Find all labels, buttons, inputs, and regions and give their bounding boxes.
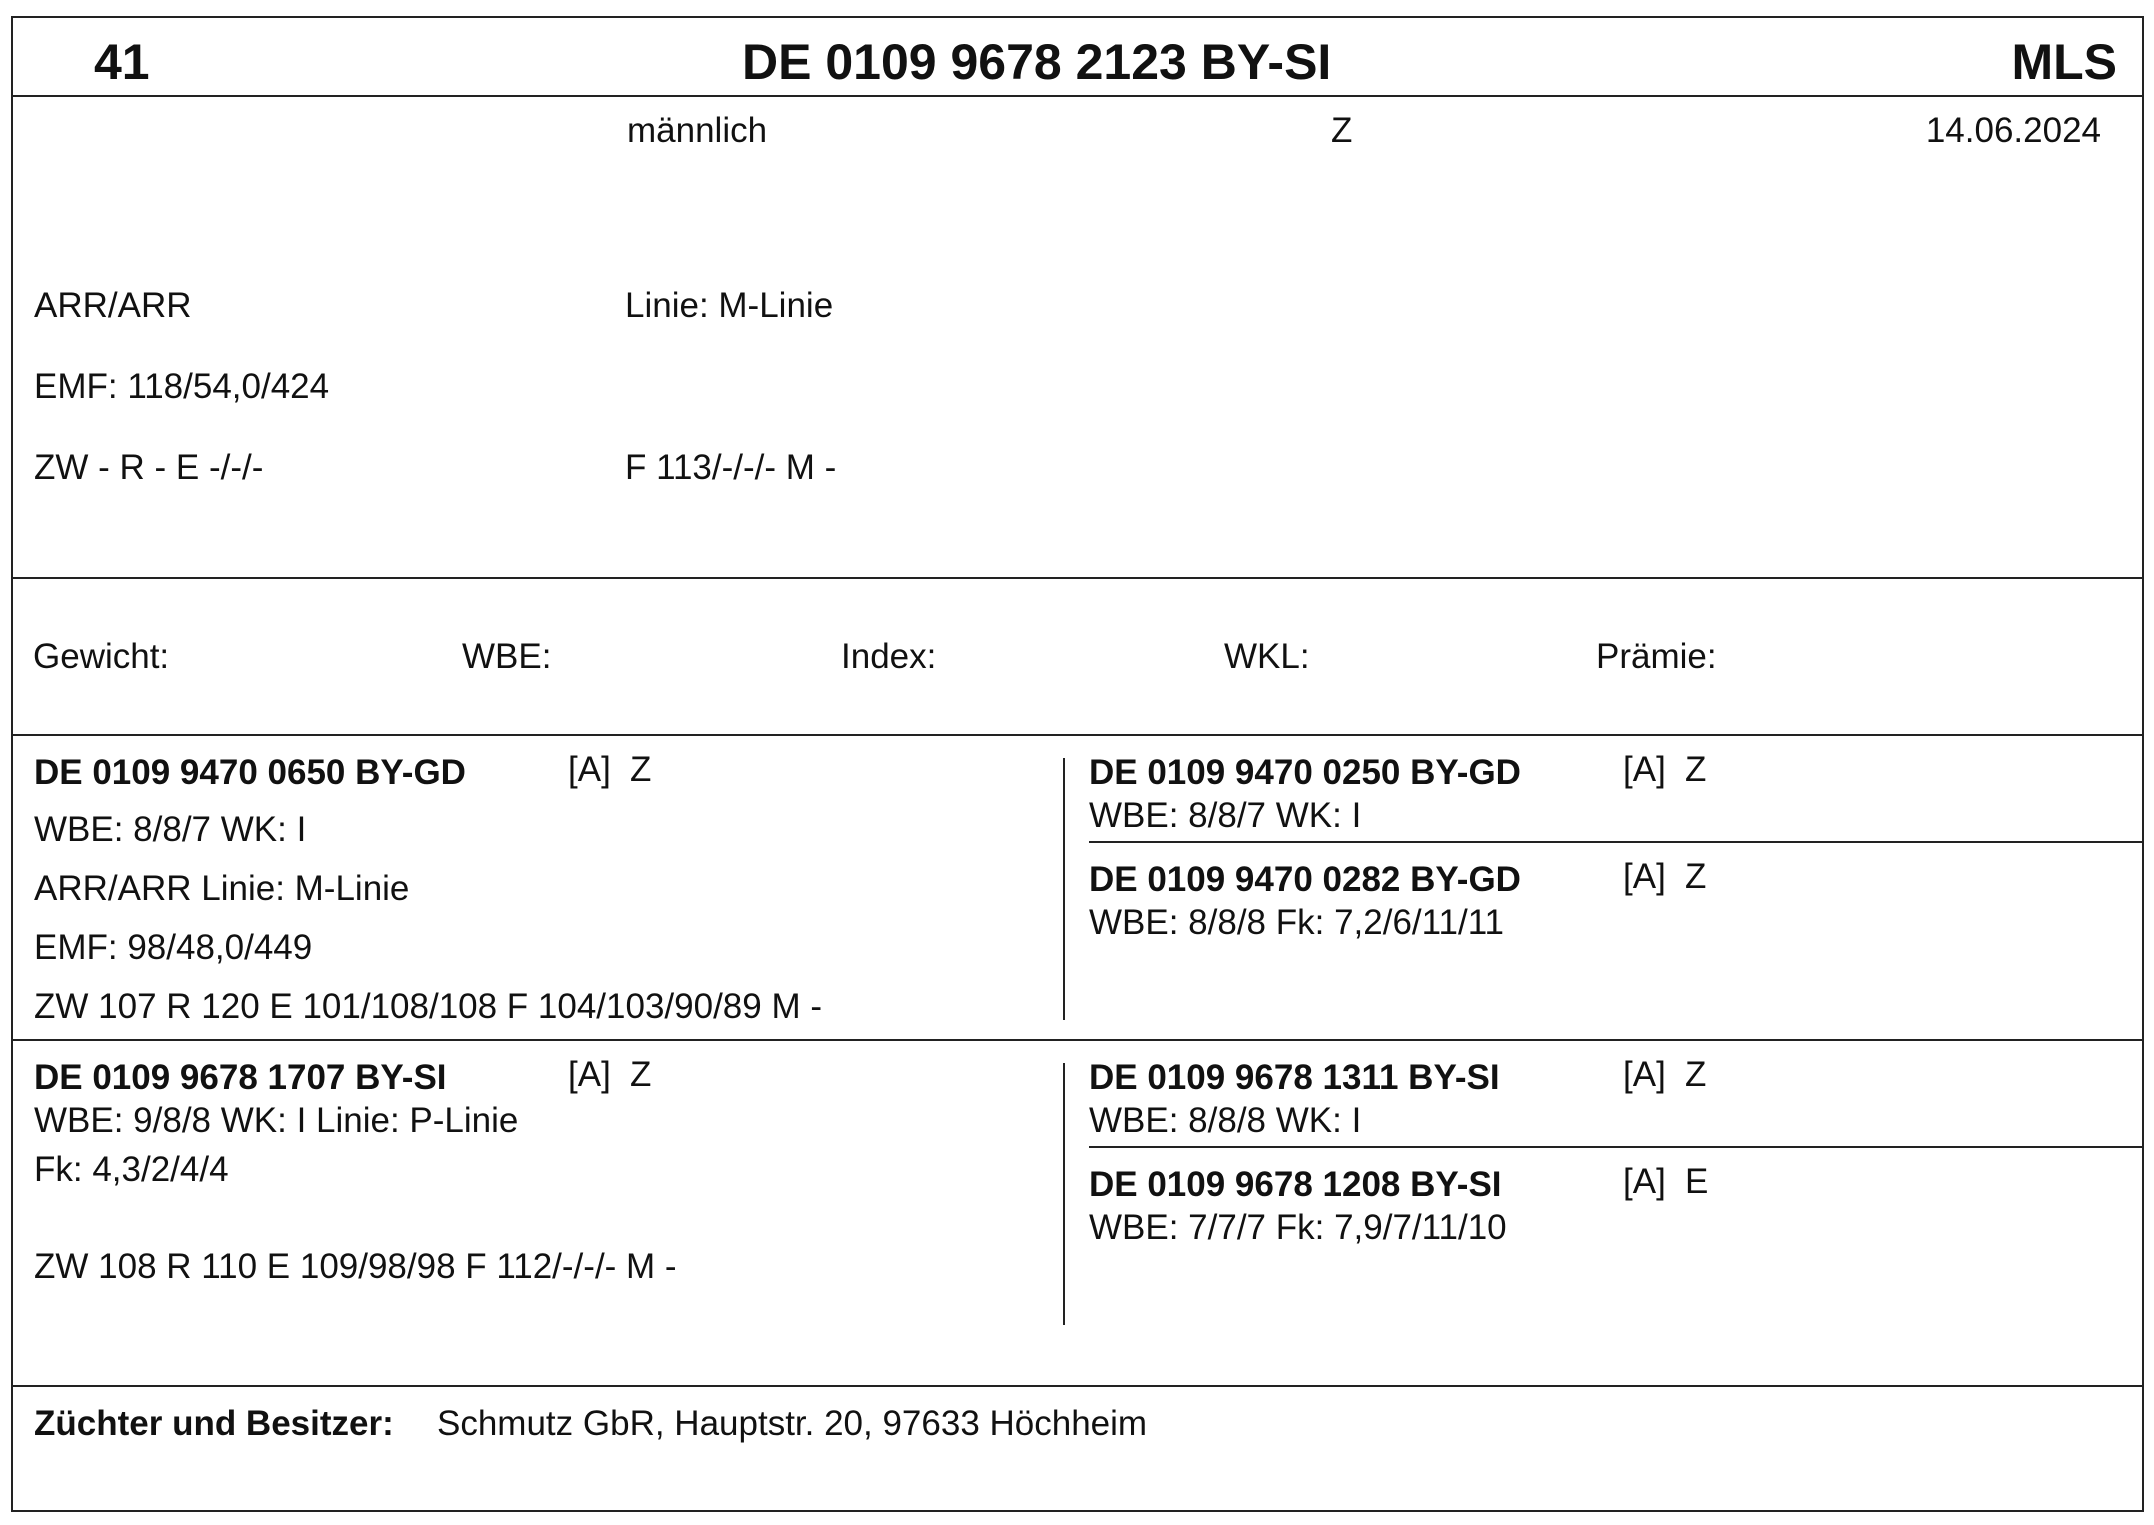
- dam-sire-wbe: WBE: 8/8/8 WK: I: [1089, 1101, 1362, 1140]
- emf-value: EMF: 118/54,0/424: [34, 367, 330, 406]
- zw-value: ZW - R - E -/-/-: [34, 448, 264, 487]
- dam-dam-tag: [A]: [1623, 1162, 1666, 1201]
- divider: [1089, 841, 2142, 843]
- dam-dam-mark: E: [1685, 1162, 1709, 1201]
- sire-emf: EMF: 98/48,0/449: [34, 928, 313, 967]
- index-label: Index:: [841, 637, 937, 676]
- premium-label: Prämie:: [1596, 637, 1717, 676]
- divider: [13, 95, 2142, 97]
- dam-dam-id: DE 0109 9678 1208 BY-SI: [1089, 1165, 1502, 1204]
- divider: [1063, 758, 1065, 1020]
- weight-label: Gewicht:: [33, 637, 170, 676]
- dam-id: DE 0109 9678 1707 BY-SI: [34, 1058, 447, 1097]
- divider: [13, 1385, 2142, 1387]
- dam-fk: Fk: 4,3/2/4/4: [34, 1150, 229, 1189]
- dam-sire-mark: Z: [1685, 1055, 1707, 1094]
- divider: [13, 1039, 2142, 1041]
- sire-dam-tag: [A]: [1623, 857, 1666, 896]
- divider: [13, 734, 2142, 736]
- dam-dam-wbe: WBE: 7/7/7 Fk: 7,9/7/11/10: [1089, 1208, 1507, 1247]
- sire-sire-mark: Z: [1685, 750, 1707, 789]
- sire-zw: ZW 107 R 120 E 101/108/108 F 104/103/90/89 M -: [34, 987, 822, 1026]
- dam-sire-id: DE 0109 9678 1311 BY-SI: [1089, 1058, 1500, 1097]
- dam-tag: [A]: [568, 1055, 611, 1094]
- dam-zw: ZW 108 R 110 E 109/98/98 F 112/-/-/- M -: [34, 1247, 677, 1286]
- animal-record-card: [11, 16, 2144, 1512]
- sire-wbe: WBE: 8/8/7 WK: I: [34, 810, 307, 849]
- sire-dam-mark: Z: [1685, 857, 1707, 896]
- sex: männlich: [627, 111, 768, 150]
- f-value: F 113/-/-/- M -: [625, 448, 837, 487]
- breed-code: MLS: [2011, 34, 2117, 90]
- wkl-label: WKL:: [1224, 637, 1310, 676]
- breeding-line: Linie: M-Linie: [625, 286, 834, 325]
- sire-sire-tag: [A]: [1623, 750, 1666, 789]
- sire-tag: [A]: [568, 750, 611, 789]
- wbe-label: WBE:: [462, 637, 552, 676]
- date: 14.06.2024: [1925, 111, 2101, 150]
- sire-dam-wbe: WBE: 8/8/8 Fk: 7,2/6/11/11: [1089, 903, 1505, 942]
- genotype: ARR/ARR: [34, 286, 192, 325]
- breeder-owner-label: Züchter und Besitzer:: [34, 1404, 394, 1443]
- divider: [1063, 1063, 1065, 1325]
- sire-dam-id: DE 0109 9470 0282 BY-GD: [1089, 860, 1521, 899]
- sire-sire-id: DE 0109 9470 0250 BY-GD: [1089, 753, 1521, 792]
- catalog-number: 41: [94, 34, 150, 90]
- dam-mark: Z: [630, 1055, 652, 1094]
- sire-id: DE 0109 9470 0650 BY-GD: [34, 753, 466, 792]
- mark: Z: [1331, 111, 1353, 150]
- sire-genotype-line: ARR/ARR Linie: M-Linie: [34, 869, 410, 908]
- breeder-owner-value: Schmutz GbR, Hauptstr. 20, 97633 Höchheim: [437, 1404, 1148, 1443]
- dam-sire-tag: [A]: [1623, 1055, 1666, 1094]
- sire-sire-wbe: WBE: 8/8/7 WK: I: [1089, 796, 1362, 835]
- animal-id: DE 0109 9678 2123 BY-SI: [742, 34, 1332, 90]
- sire-mark: Z: [630, 750, 652, 789]
- divider: [13, 577, 2142, 579]
- divider: [1089, 1146, 2142, 1148]
- dam-wbe: WBE: 9/8/8 WK: I Linie: P-Linie: [34, 1101, 519, 1140]
